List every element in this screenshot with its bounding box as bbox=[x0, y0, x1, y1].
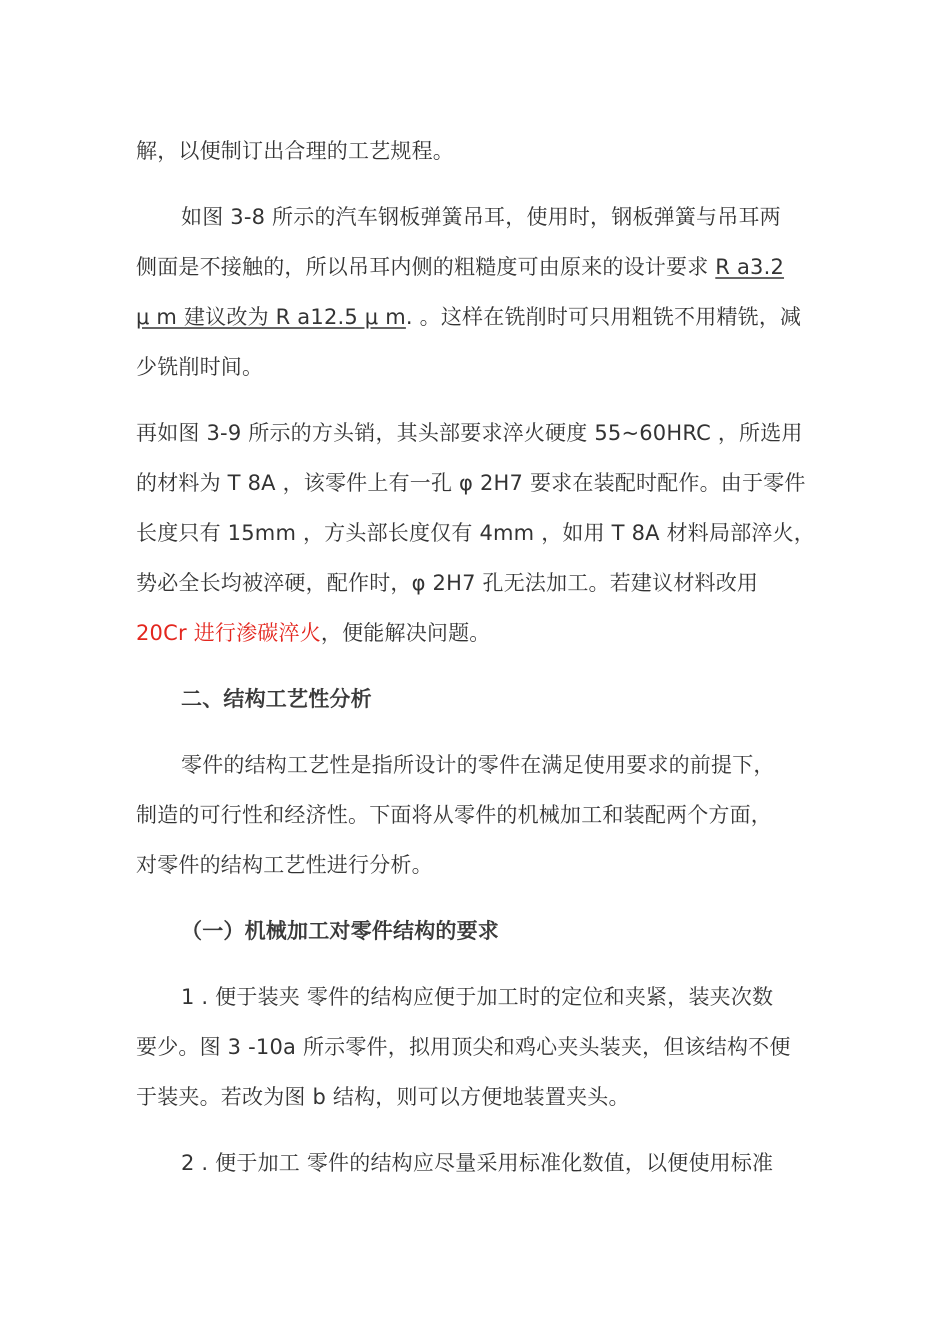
paragraph-line: 再如图 3-9 所示的方头销，其头部要求淬火硬度 55~60HRC ，所选用 bbox=[136, 421, 803, 445]
paragraph-line: 的材料为 T 8A ，该零件上有一孔 φ 2H7 要求在装配时配作。由于零件 bbox=[136, 471, 806, 495]
paragraph-line: 对零件的结构工艺性进行分析。 bbox=[136, 853, 433, 877]
paragraph-line: 于装夹。若改为图 b 结构，则可以方便地装置夹头。 bbox=[136, 1085, 630, 1109]
text-segment: 侧面是不接触的，所以吊耳内侧的粗糙度可由原来的设计要求 bbox=[136, 255, 716, 279]
highlighted-text: 20Cr 进行渗碳淬火 bbox=[136, 621, 321, 645]
paragraph-line bbox=[136, 252, 784, 282]
paragraph-line: 1 . 便于装夹 零件的结构应便于加工时的定位和夹紧，装夹次数 bbox=[181, 985, 774, 1009]
underlined-value: μ m 建议改为 R a12.5 μ m bbox=[136, 305, 406, 329]
underlined-value: R a3.2 bbox=[715, 255, 785, 279]
text-segment: . 。这样在铣削时可只用粗铣不用精铣，减 bbox=[405, 305, 802, 329]
section-heading: 二、结构工艺性分析 bbox=[181, 687, 372, 711]
paragraph-line: 2 . 便于加工 零件的结构应尽量采用标准化数值，以便使用标准 bbox=[181, 1151, 774, 1175]
paragraph-line: 零件的结构工艺性是指所设计的零件在满足使用要求的前提下， bbox=[181, 753, 775, 777]
paragraph-line: 如图 3-8 所示的汽车钢板弹簧吊耳，使用时，钢板弹簧与吊耳两 bbox=[181, 205, 781, 229]
paragraph-line: 势必全长均被淬硬，配作时，φ 2H7 孔无法加工。若建议材料改用 bbox=[136, 571, 759, 595]
paragraph-line bbox=[136, 618, 491, 648]
paragraph-line: 长度只有 15mm ，方头部长度仅有 4mm ，如用 T 8A 材料局部淬火， bbox=[136, 521, 815, 545]
paragraph-line: 解，以便制订出合理的工艺规程。 bbox=[136, 139, 454, 163]
paragraph-line: 要少。图 3 -10a 所示零件，拟用顶尖和鸡心夹头装夹，但该结构不便 bbox=[136, 1035, 791, 1059]
paragraph-line bbox=[136, 302, 801, 332]
subsection-heading: （一）机械加工对零件结构的要求 bbox=[181, 919, 499, 943]
paragraph-line: 制造的可行性和经济性。下面将从零件的机械加工和装配两个方面， bbox=[136, 803, 772, 827]
text-segment: ，便能解决问题。 bbox=[320, 621, 491, 645]
paragraph-line: 少铣削时间。 bbox=[136, 355, 264, 379]
